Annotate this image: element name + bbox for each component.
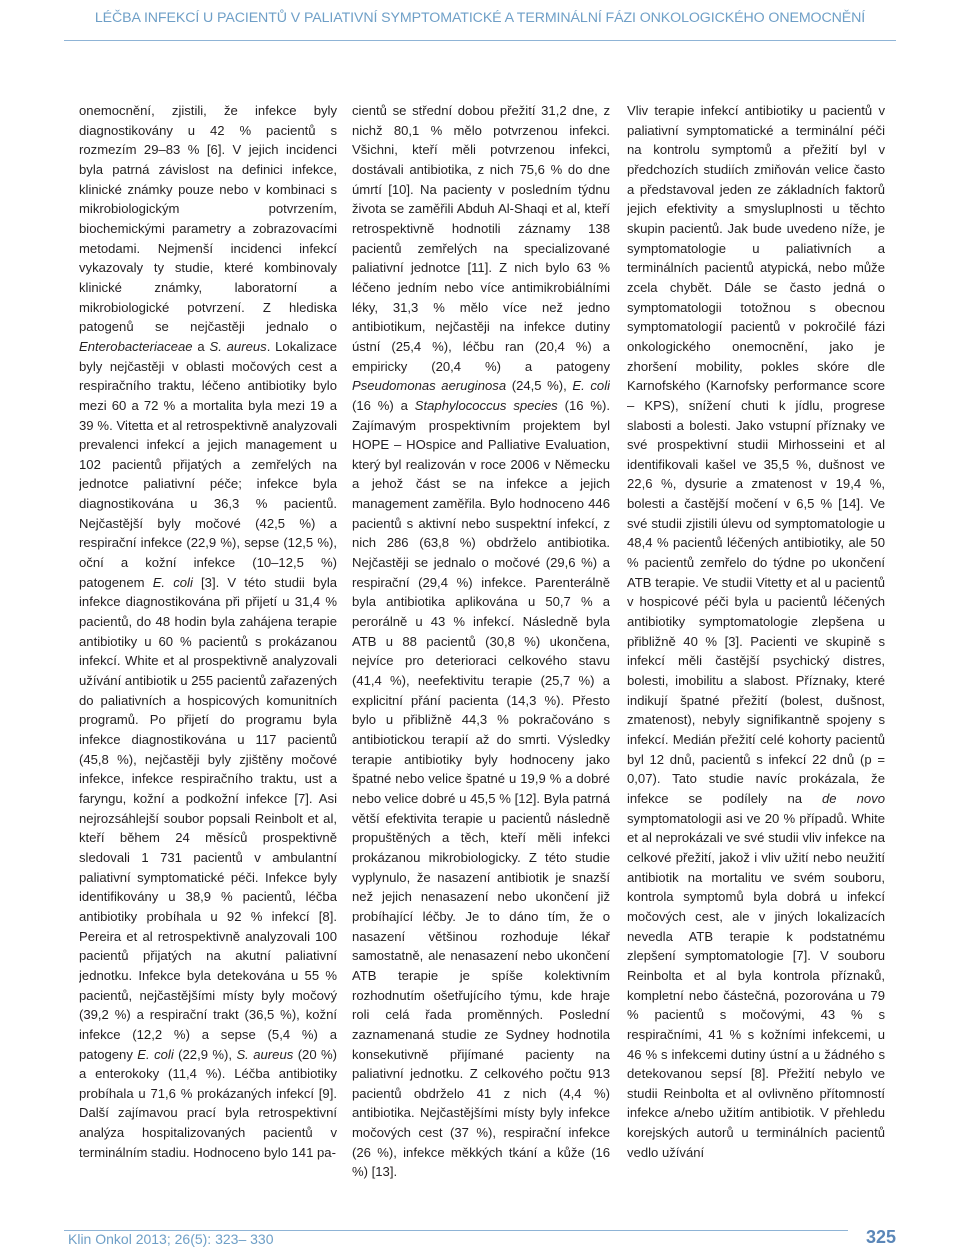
text-run: Vliv terapie infekcí antibiotiky u pacientů v paliativní symptomatické a terminální péči na kontrolu symptomů a přežití byl v předchozích studiích zmiňován velice často a představoval jeden ze základních faktorů jejich efektivity a smysluplnosti u těchto skupin pacientů. Jak bude uvedeno níže, je symptomatologie u paliativních a terminálních pacientů atypická, nebo může zcela chybět. Dále se často jedná o symptomatologii totožnou s obecnou symptomatologií pacientů v pokročilé fázi onkologického onemocnění, jako je zhoršení mobility, pokles skóre dle Karnofského (Karnofsky performance score – KPS), snížení chuti k jídlu, progrese slabosti a bolesti. Jako vstupní příznaky ve své prospektivní studii Mirhosseini et al identifikovali kašel ve 35,5 %, dušnost ve 22,6 %, dysurie a zmatenost v 19,4 %, bolesti a častější močení v 6,5 % [14]. Ve své studii zjistili úlevu od symptomatologie u 48,4 % pacientů léčených antibiotiky, ale 50 % pacientů zemřelo do týdne po ukončení ATB terapie. Ve studii Vitetty et al u pacientů v hospicové péči byla u pacientů léčených antibiotiky symptomatologie zlepšena u přibližně 40 % [3]. Pacienti ve skupině s infekcí měli častější psychický distres, bolesti, imobilitu a slabost. Příznaky, které indikují špatné přežití (bolest, dušnost, zmatenost), nebyly signifikantně spojeny s infekcí. Medián přežití celé kohorty pacientů byl 12 dnů, pacientů s infekcí 22 dnů (p = 0,07). Tato studie navíc prokázala, že infekce se podílely na bbox=[627, 103, 885, 806]
italic-term: E. coli bbox=[152, 574, 193, 590]
text-column-2 bbox=[352, 101, 610, 1182]
italic-term: S. aureus bbox=[209, 338, 267, 354]
text-column-3 bbox=[627, 101, 885, 1162]
italic-term: Enterobacteriaceae bbox=[79, 338, 193, 354]
text-run: onemocnění, zjistili, že infekce byly diagnostikovány u 42 % pacientů s rozmezím 29–83 % [6]. V jejich incidenci byla patrná závislost na definici infekce, klinické známky pouze nebo v kombinaci s mikrobiologickým potvrzením, biochemickými parametry a zobrazovacími metodami. Nejmenší incidenci infekcí vykazovaly ty studie, které kombinovaly klinické známky, laboratorní a mikrobiologické potvrzení. Z hlediska patogenů se nejčastěji jednalo o bbox=[79, 103, 337, 335]
text-column-1 bbox=[79, 101, 337, 1162]
italic-term: Staphylococcus species bbox=[414, 397, 558, 413]
text-run: a bbox=[192, 338, 210, 354]
text-run: symptomatologii asi ve 20 % případů. White et al neprokázali ve své studii vliv infekce na celkové přežití, jakož i vliv užití nebo neužití antibiotik na mortalitu ve svém souboru, kontrola symptomů byla dobrá u infekcí močových cest, ale v jiných lokalizacích nevedla ATB terapie k podstatnému zlepšení symptomatologie [7]. V souboru Reinbolta et al byla kontrola příznaků, kompletní nebo částečná, pozorována u 79 % pacientů s močovými, 43 % s respiračními, 41 % s kožními infekcemi, u 46 % s infekcemi dutiny ústní a u žádného s detekovanou sepsí [8]. Přežití nebylo ve studii Reinbolta et al ovlivněno přítomností infekce a/nebo užitím antibiotik. V přehledu korejských autorů u terminálních pacientů vedlo užívání bbox=[627, 810, 885, 1160]
body-paragraph bbox=[627, 101, 885, 1162]
text-run: (16 %) a bbox=[352, 397, 415, 413]
italic-term: de novo bbox=[822, 790, 885, 806]
journal-citation: Klin Onkol 2013; 26(5): 323– 330 bbox=[68, 1231, 274, 1247]
text-run: (16 %). Zajímavým prospektivním projektem byl HOPE – HOspice and Palliative Evaluation, který byl realizován v roce 2006 v Německu a jehož část se na infekce a jejich management zaměřila. Bylo hodnoceno 446 pacientů s aktivní nebo suspektní infekcí, z nich 286 (63,8 %) obdrželo antibiotika. Nejčastěji se jednalo o močové (29,6 %) a respirační (29,4 %) infekce. Parenterálně byla antibiotika aplikována u 50,7 % a perorálně u 43 % infekcí. Následně byla ATB u 88 pacientů (30,8 %) ukončena, nejvíce pro deterioraci celkového stavu (41,4 %), neefektivitu terapie (25,7 %) a explicitní přání pacienta (14,3 %). Přesto bylo u přibližně 44,3 % pokračováno s antibiotickou terapií až do smrti. Výsledky terapie antibiotiky byly hodnoceny jako špatné nebo velice špatné u 19,9 % a dobré nebo velice dobré u 45,5 % [12]. Byla patrná větší efektivita terapie u pacientů následně propuštěných a těch, kteří měli infekci prokázanou mikrobiologicky. Z této studie vyplynulo, že nasazení antibiotik je snazší než jejich nenasazení nebo ukončení již probíhající léčby. Je to dáno tím, že o nasazení většinou rozhoduje lékař samostatně, ale nenasazení nebo ukončení ATB terapie je spíše kolektivním rozhodnutím ošetřujícího týmu, kde hraje roli celá řada proměnných. Poslední zaznamenaná studie ze Sydney hodnotila konsekutivně přijímané pacienty na paliativní jednotku. Z celkového počtu 913 pacientů obdrželo 41 z nich (4,4 %) antibiotika. Nejčastějšími místy byly infekce močových cest (37 %), respirační infekce (26 %), infekce měkkých tkání a kůže (16 %) [13]. bbox=[352, 397, 610, 1180]
text-run: (22,9 %), bbox=[173, 1046, 237, 1062]
header-rule bbox=[64, 40, 896, 41]
page-number: 325 bbox=[848, 1227, 898, 1248]
running-title: LÉČBA INFEKCÍ U PACIENTŮ V PALIATIVNÍ SYMPTOMATICKÉ A TERMINÁLNÍ FÁZI ONKOLOGICKÉHO ONEMOCNĚNÍ bbox=[94, 10, 866, 26]
text-run: [3]. V této studii byla infekce diagnostikována při přijetí u 31,4 % pacientů, do 48 hodin byla zahájena terapie antibiotiky u 60 % pacientů s prokázanou infekcí. White et al prospektivně analyzovali užívání antibiotik u 255 pacientů zařazených do paliativních a hospicových komunitních programů. Po přijetí do programu byla infekce diagnostikována u 117 pacientů (45,8 %), nejčastěji byly zjištěny močové infekce, infekce respiračního traktu, ust a faryngu, kožní a podkožní infekce [7]. Asi nejrozsáhlejší soubor popsali Reinbolt et al, kteří během 24 měsíců prospektivně sledovali 1 731 pacientů v ambulantní paliativní symptomatické péči. Infekce byly identifikovány u 38,9 % pacientů, léčba antibiotiky probíhala u 92 % infekcí [8]. Pereira et al retrospektivně analyzovali 100 pacientů přijatých na akutní paliativní jednotku. Infekce byla detekována u 55 % pacientů, nejčastějšími místy byly močový (39,2 %) a respirační trakt (36,5 %), kožní infekce (12,2 %) a sepse (5,4 %) a patogeny bbox=[79, 574, 337, 1062]
text-run: (24,5 %), bbox=[506, 378, 573, 394]
body-paragraph bbox=[79, 101, 337, 1162]
italic-term: E. coli bbox=[572, 378, 610, 394]
italic-term: E. coli bbox=[137, 1046, 174, 1062]
text-run: . Lokalizace byly nejčastěji v oblasti močových cest a respiračního traktu, léčeno antibiotiky bylo mezi 60 a 72 % a mortalita byla mezi 19 a 39 %. Vitetta et al retrospektivně analyzovali prevalenci infekcí a jejich management u 102 pacientů přijatých a zemřelých na jednotce paliativní péče; infekce byla diagnostikována u 36,3 % pacientů. Nejčastější byly močové (42,5 %) a respirační infekce (22,9 %), sepse (12,5 %), oční a kožní infekce (10–12,5 %) patogenem bbox=[79, 338, 337, 590]
text-run: cientů se střední dobou přežití 31,2 dne, z nichž 80,1 % mělo potvrzenou infekci. Všichni, kteří měli potvrzenou infekci, dostávali antibiotika, z nich 75,6 % do dne úmrtí [10]. Na pacienty v posledním týdnu života se zaměřili Abduh Al-Shaqi et al, kteří retrospektivně hodnotili záznamy 138 pacientů zemřelých na specializované paliativní jednotce [11]. Z nich bylo 63 % léčeno jedním nebo více antimikrobiálními léky, 31,3 % mělo více než jedno antibiotikum, nejčastěji na infekce dutiny ústní (25,4 %), léčbu ran (20,4 %) a empiricky (20,4 %) a patogeny bbox=[352, 103, 610, 374]
text-run: (20 %) a enterokoky (11,4 %). Léčba antibiotiky probíhala u 71,6 % prokázaných infekcí [9]. Další zajímavou prací byla retrospektivní analýza hospitalizovaných pacientů v terminálním stadiu. Hodnoceno bylo 141 pa- bbox=[79, 1046, 337, 1160]
italic-term: S. aureus bbox=[236, 1046, 294, 1062]
body-paragraph bbox=[352, 101, 610, 1182]
italic-term: Pseudomonas aeruginosa bbox=[352, 378, 507, 394]
